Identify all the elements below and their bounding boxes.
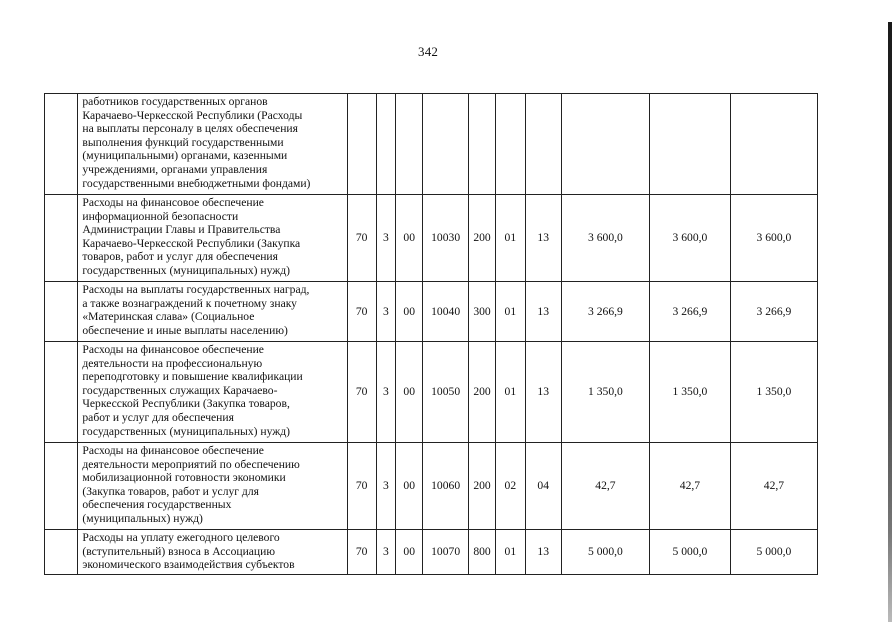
budget-table xyxy=(44,93,818,575)
table-row xyxy=(45,282,818,342)
direction-code-cell xyxy=(423,94,469,195)
page-number: 342 xyxy=(418,44,439,59)
section-code-cell: 01 xyxy=(496,195,525,282)
program-code-cell: 3 xyxy=(376,530,395,575)
amount-year-3-cell: 3 266,9 xyxy=(730,282,817,342)
subprogram-code-cell: 00 xyxy=(396,282,423,342)
subsection-code-cell: 04 xyxy=(525,443,561,530)
description-cell: работников государственных органов Карачаево-Черкесской Республики (Расходы на выплаты персоналу в целях обеспечения выполнения функций государственными (муниципальными) органами, казенными учреждениями, органами управления государственными внебюджетными фондами) xyxy=(78,94,347,195)
direction-code-cell: 10040 xyxy=(423,282,469,342)
amount-year-1-cell xyxy=(561,94,649,195)
expense-type-cell: 300 xyxy=(468,282,495,342)
row-number-cell xyxy=(45,530,78,575)
amount-year-1-cell: 1 350,0 xyxy=(561,342,649,443)
table-row xyxy=(45,195,818,282)
program-code-cell: 3 xyxy=(376,342,395,443)
table-row xyxy=(45,342,818,443)
section-code-cell: 01 xyxy=(496,530,525,575)
amount-year-2-cell: 5 000,0 xyxy=(649,530,730,575)
program-code-cell: 3 xyxy=(376,443,395,530)
ministry-code-cell: 70 xyxy=(347,195,376,282)
amount-year-2-cell: 1 350,0 xyxy=(649,342,730,443)
direction-code-cell: 10050 xyxy=(423,342,469,443)
expense-type-cell xyxy=(468,94,495,195)
amount-year-3-cell: 1 350,0 xyxy=(730,342,817,443)
amount-year-3-cell: 3 600,0 xyxy=(730,195,817,282)
ministry-code-cell: 70 xyxy=(347,443,376,530)
amount-year-3-cell: 42,7 xyxy=(730,443,817,530)
expense-type-cell: 200 xyxy=(468,443,495,530)
direction-code-cell: 10060 xyxy=(423,443,469,530)
table-row xyxy=(45,94,818,195)
subprogram-code-cell: 00 xyxy=(396,342,423,443)
row-number-cell xyxy=(45,282,78,342)
subprogram-code-cell: 00 xyxy=(396,195,423,282)
description-cell: Расходы на финансовое обеспечение деятельности на профессиональную переподготовку и повышение квалификации государственных служащих Карачаево- Черкесской Республики (Закупка товаров, работ и услуг для обеспечения государственных (муниципальных) нужд) xyxy=(78,342,347,443)
row-number-cell xyxy=(45,342,78,443)
subsection-code-cell: 13 xyxy=(525,530,561,575)
row-number-cell xyxy=(45,94,78,195)
table-row xyxy=(45,530,818,575)
subprogram-code-cell: 00 xyxy=(396,443,423,530)
direction-code-cell: 10030 xyxy=(423,195,469,282)
section-code-cell: 01 xyxy=(496,282,525,342)
direction-code-cell: 10070 xyxy=(423,530,469,575)
subprogram-code-cell xyxy=(396,94,423,195)
amount-year-2-cell: 3 600,0 xyxy=(649,195,730,282)
amount-year-1-cell: 3 266,9 xyxy=(561,282,649,342)
expense-type-cell: 200 xyxy=(468,195,495,282)
description-cell: Расходы на выплаты государственных наград, а также вознаграждений к почетному знаку «Материнская слава» (Социальное обеспечение и иные выплаты населению) xyxy=(78,282,347,342)
section-code-cell: 02 xyxy=(496,443,525,530)
subsection-code-cell: 13 xyxy=(525,342,561,443)
ministry-code-cell xyxy=(347,94,376,195)
subsection-code-cell: 13 xyxy=(525,195,561,282)
program-code-cell xyxy=(376,94,395,195)
scan-border-edge xyxy=(888,22,892,622)
ministry-code-cell: 70 xyxy=(347,530,376,575)
ministry-code-cell: 70 xyxy=(347,282,376,342)
description-cell: Расходы на уплату ежегодного целевого (вступительный) взноса в Ассоциацию экономического взаимодействия субъектов xyxy=(78,530,347,575)
subsection-code-cell xyxy=(525,94,561,195)
amount-year-1-cell: 42,7 xyxy=(561,443,649,530)
amount-year-2-cell: 42,7 xyxy=(649,443,730,530)
row-number-cell xyxy=(45,195,78,282)
program-code-cell: 3 xyxy=(376,195,395,282)
amount-year-3-cell xyxy=(730,94,817,195)
table-row xyxy=(45,443,818,530)
expense-type-cell: 200 xyxy=(468,342,495,443)
subsection-code-cell: 13 xyxy=(525,282,561,342)
ministry-code-cell: 70 xyxy=(347,342,376,443)
program-code-cell: 3 xyxy=(376,282,395,342)
expense-type-cell: 800 xyxy=(468,530,495,575)
description-cell: Расходы на финансовое обеспечение информационной безопасности Администрации Главы и Правительства Карачаево-Черкесской Республики (Закупка товаров, работ и услуг для обеспечения государственных (муниципальных) нужд) xyxy=(78,195,347,282)
section-code-cell: 01 xyxy=(496,342,525,443)
amount-year-2-cell: 3 266,9 xyxy=(649,282,730,342)
amount-year-1-cell: 3 600,0 xyxy=(561,195,649,282)
subprogram-code-cell: 00 xyxy=(396,530,423,575)
description-cell: Расходы на финансовое обеспечение деятельности мероприятий по обеспечению мобилизационной готовности экономики (Закупка товаров, работ и услуг для обеспечения государственных (муниципальных) нужд) xyxy=(78,443,347,530)
row-number-cell xyxy=(45,443,78,530)
amount-year-1-cell: 5 000,0 xyxy=(561,530,649,575)
amount-year-3-cell: 5 000,0 xyxy=(730,530,817,575)
section-code-cell xyxy=(496,94,525,195)
amount-year-2-cell xyxy=(649,94,730,195)
